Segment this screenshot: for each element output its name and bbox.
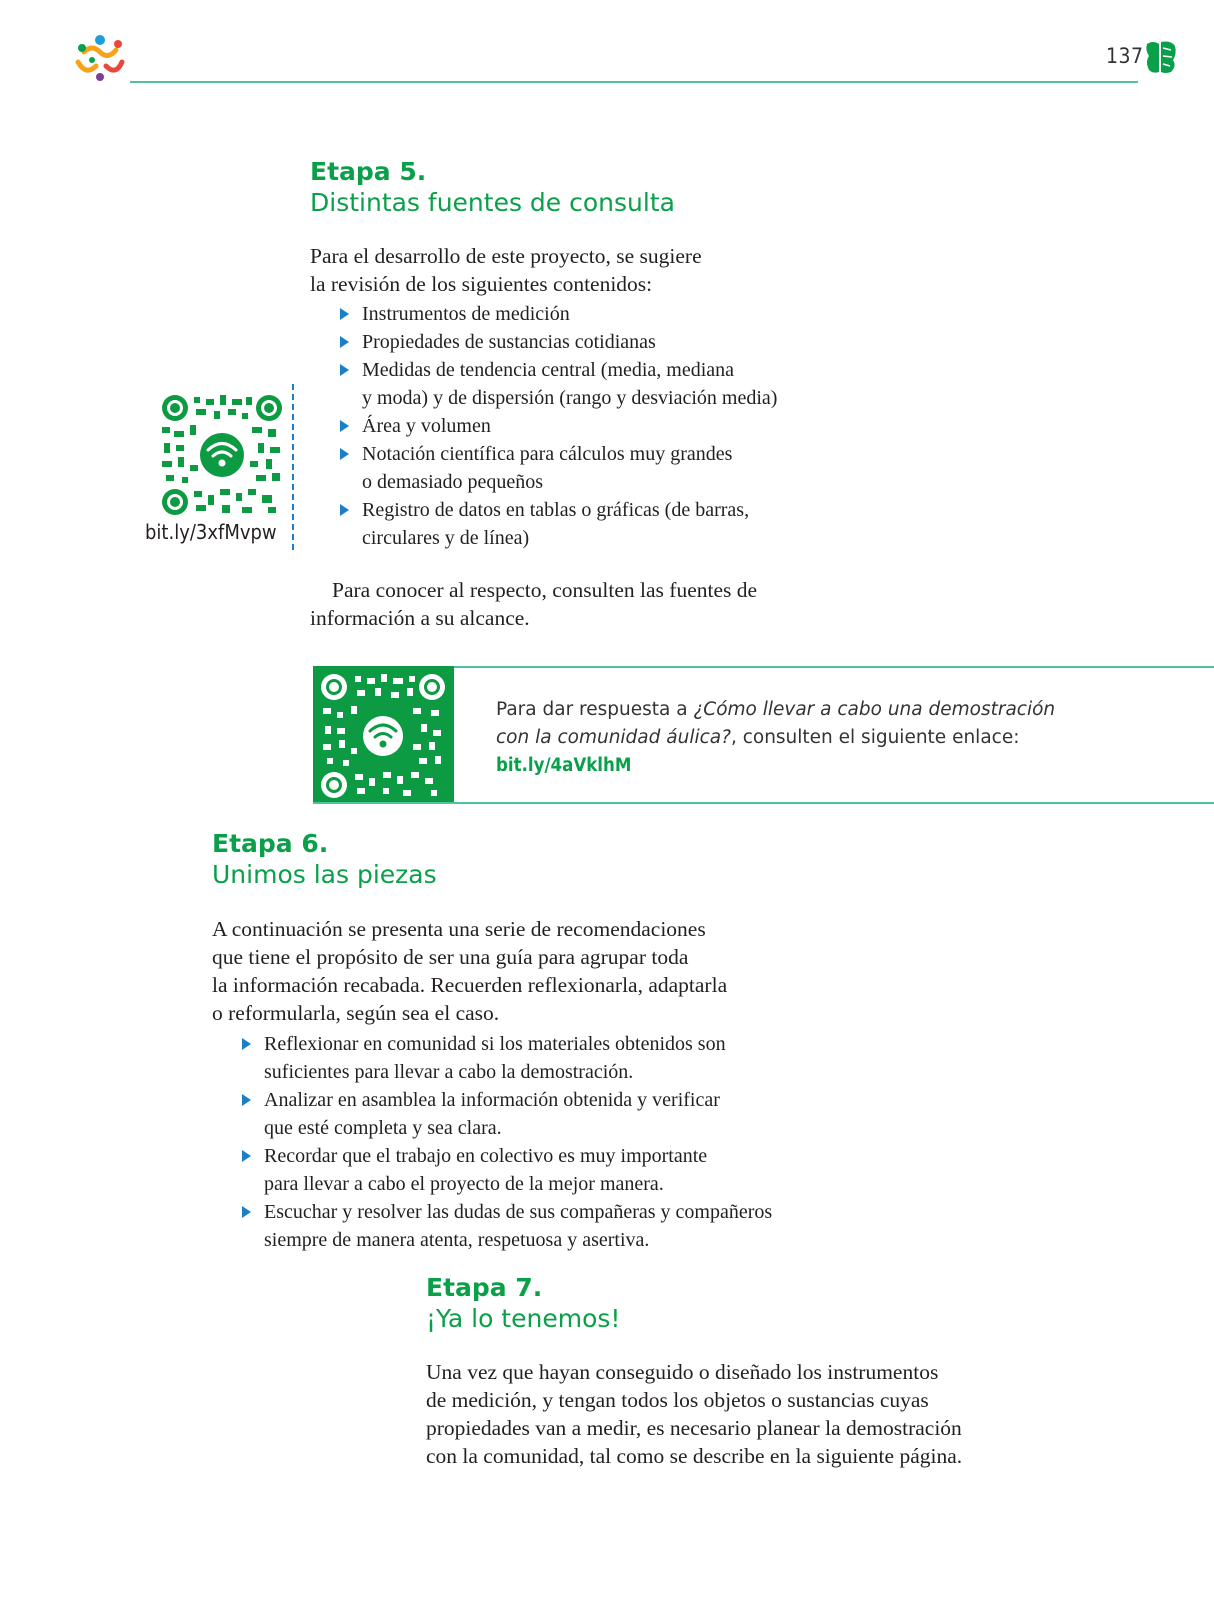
etapa5-bullet-list — [336, 300, 836, 552]
etapa6-intro-line: la información recabada. Recuerden reflexionarla, adaptarla — [212, 973, 728, 997]
qr-code-icon[interactable] — [321, 674, 445, 798]
etapa6-intro-line: que tiene el propósito de ser una guía para agrupar toda — [212, 945, 689, 969]
qr-link-text[interactable]: bit.ly/3xfMvpw — [145, 520, 277, 544]
page-number: 137 — [1106, 44, 1144, 68]
etapa7-heading — [426, 1272, 620, 1335]
callout-link[interactable]: bit.ly/4aVklhM — [496, 755, 632, 776]
etapa7-line: con la comunidad, tal como se describe en la siguiente página. — [426, 1444, 963, 1468]
etapa5-outro-line: Para conocer al respecto, consulten las fuentes de — [332, 578, 758, 602]
etapa6-bullet-list — [238, 1030, 818, 1254]
callout-text — [496, 696, 1056, 780]
etapa5-outro-line: información a su alcance. — [310, 606, 530, 630]
etapa6-intro — [212, 915, 792, 1027]
etapa7-body — [426, 1358, 1046, 1470]
list-item: Propiedades de sustancias cotidianas — [336, 328, 836, 356]
list-item: Analizar en asamblea la información obtenida y verificar que esté completa y sea clara. — [238, 1086, 818, 1142]
etapa6-intro-line: o reformularla, según sea el caso. — [212, 1001, 500, 1025]
etapa6-title: Etapa 6. — [212, 829, 329, 858]
etapa7-line: propiedades van a medir, es necesario planear la demostración — [426, 1416, 962, 1440]
etapa6-heading — [212, 828, 437, 891]
etapa5-title: Etapa 5. — [310, 157, 427, 186]
series-logo-icon — [72, 32, 128, 84]
etapa7-title: Etapa 7. — [426, 1273, 543, 1302]
header-rule — [130, 81, 1138, 83]
etapa5-intro — [310, 242, 850, 298]
etapa7-subtitle: ¡Ya lo tenemos! — [426, 1304, 621, 1334]
list-item: Instrumentos de medición — [336, 300, 836, 328]
etapa5-heading — [310, 156, 675, 219]
callout-rule-top — [454, 666, 1214, 668]
etapa7-line: de medición, y tengan todos los objetos o sustancias cuyas — [426, 1388, 929, 1412]
callout-line: con la comunidad áulica?, consulten el siguiente enlace: — [496, 727, 1020, 748]
list-item: Medidas de tendencia central (media, mediana y moda) y de dispersión (rango y desviación media) — [336, 356, 836, 412]
etapa7-line: Una vez que hayan conseguido o diseñado los instrumentos — [426, 1360, 939, 1384]
etapa5-intro-line: la revisión de los siguientes contenidos: — [310, 272, 653, 296]
etapa6-intro-line: A continuación se presenta una serie de recomendaciones — [212, 917, 706, 941]
callout-line: Para dar respuesta a ¿Cómo llevar a cabo una demostración — [496, 699, 1056, 720]
callout-rule-bottom — [313, 802, 1214, 804]
etapa5-intro-line: Para el desarrollo de este proyecto, se sugiere — [310, 244, 702, 268]
dashed-divider — [292, 384, 294, 550]
etapa5-subtitle: Distintas fuentes de consulta — [310, 188, 675, 218]
list-item: Reflexionar en comunidad si los materiales obtenidos son suficientes para llevar a cabo la demostración. — [238, 1030, 818, 1086]
list-item: Notación científica para cálculos muy grandes o demasiado pequeños — [336, 440, 836, 496]
etapa5-outro — [310, 576, 830, 632]
list-item: Escuchar y resolver las dudas de sus compañeras y compañeros siempre de manera atenta, respetuosa y asertiva. — [238, 1198, 818, 1254]
list-item: Registro de datos en tablas o gráficas (de barras, circulares y de línea) — [336, 496, 836, 552]
qr-code-icon[interactable] — [162, 395, 282, 515]
list-item: Área y volumen — [336, 412, 836, 440]
leaf-icon — [1143, 38, 1179, 76]
list-item: Recordar que el trabajo en colectivo es muy importante para llevar a cabo el proyecto de la mejor manera. — [238, 1142, 818, 1198]
etapa6-subtitle: Unimos las piezas — [212, 860, 437, 890]
